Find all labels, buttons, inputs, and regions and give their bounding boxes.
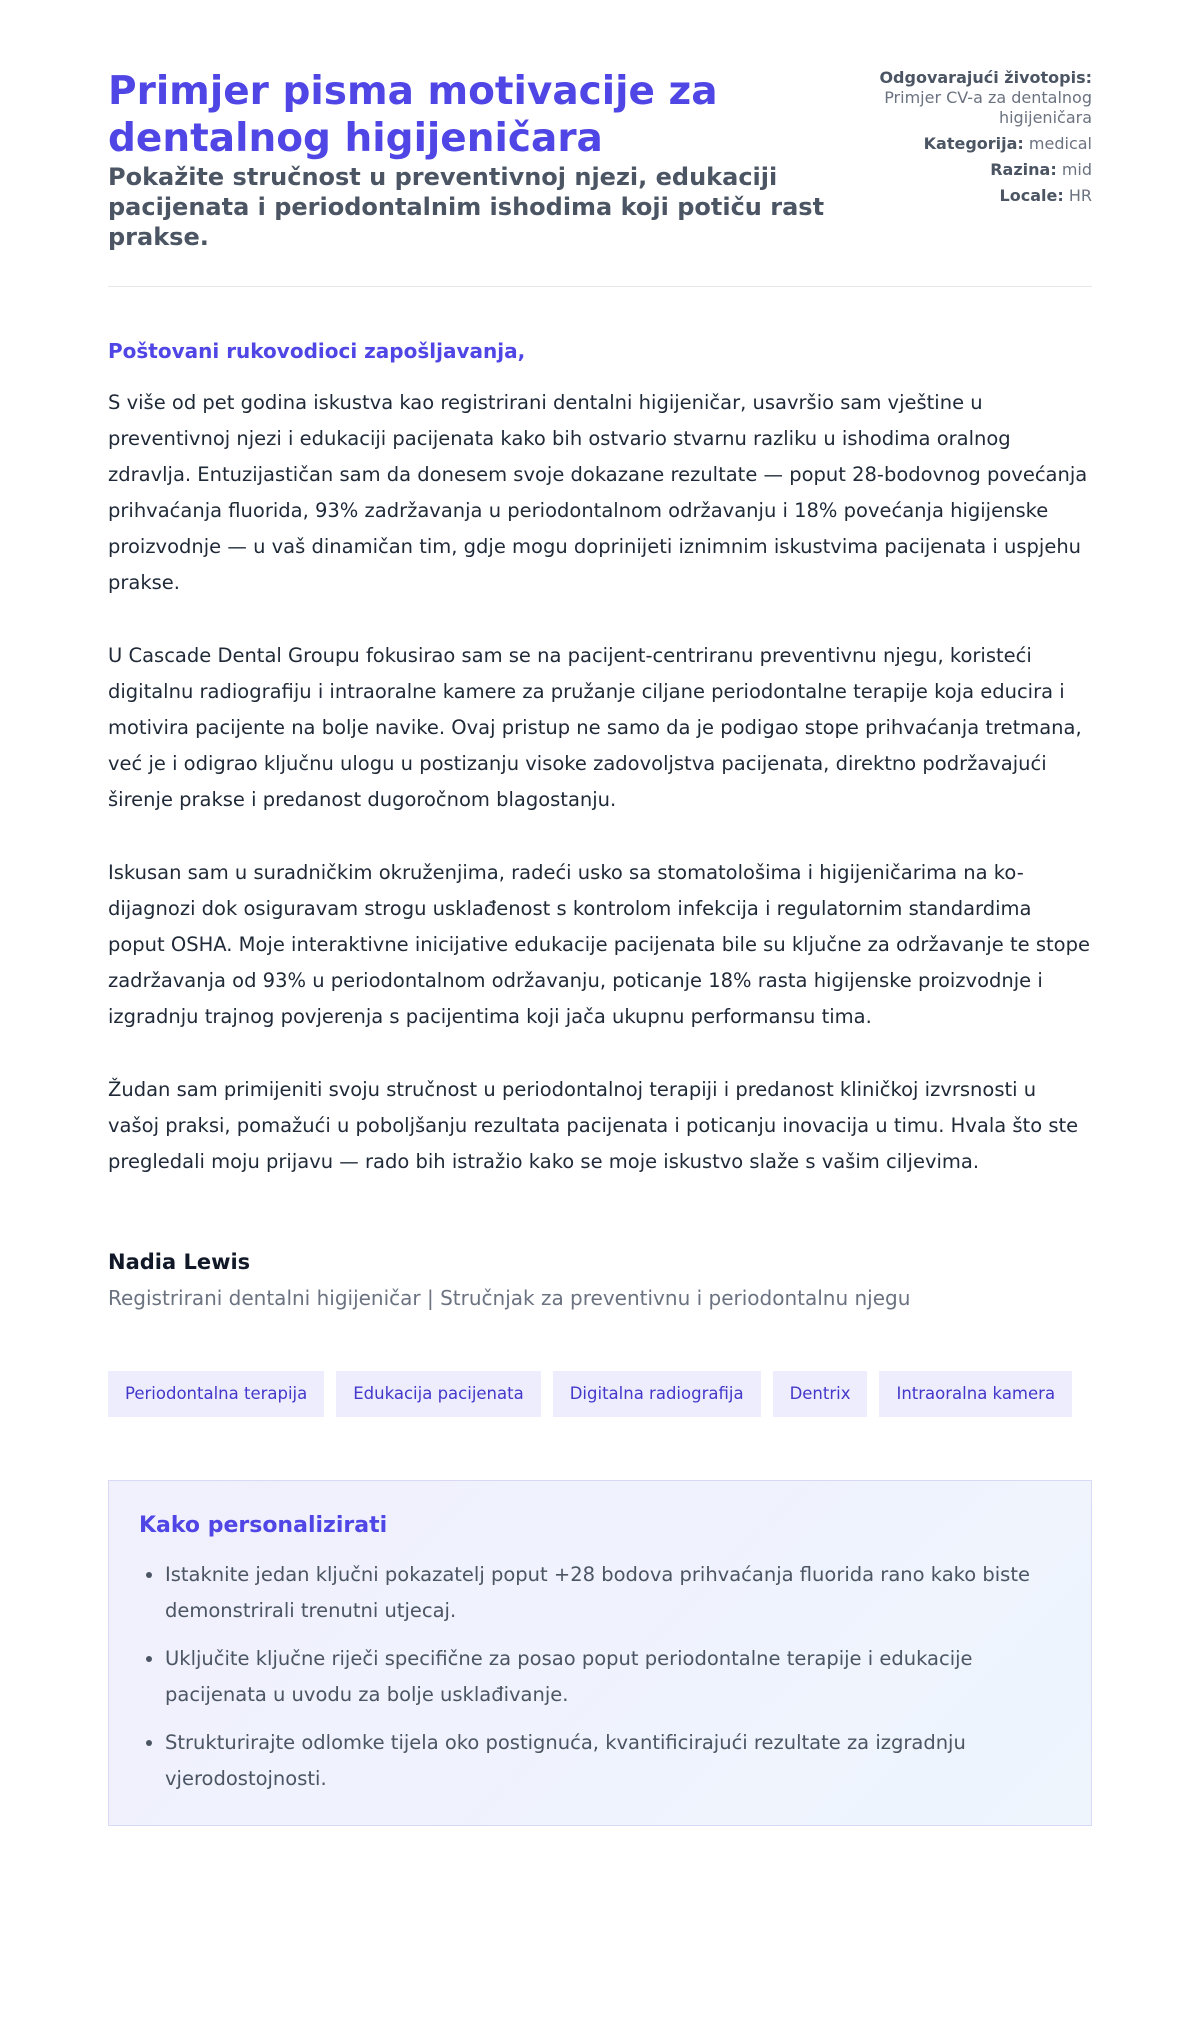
letter-paragraph: Žudan sam primijeniti svoju stručnost u periodontalnoj terapiji i predanost kliničkoj izvrsnosti u vašoj praksi, pomažući u poboljšanju rezultata pacijenata i poticanju inovacija u timu. Hvala što ste pregledali moju prijavu — rado bih istražio kako se moje iskustvo slaže s vašim ciljevima. [108,1078,1079,1173]
tips-title: Kako personalizirati [139,1513,388,1538]
skill-tag: Intraoralna kamera [879,1371,1072,1417]
page-title: Primjer pisma motivacije za dentalnog higijeničara [108,69,718,161]
letter-paragraph: U Cascade Dental Groupu fokusirao sam se na pacijent-centriranu preventivnu njegu, koristeći digitalnu radiografiju i intraoralne kamere za pružanje ciljane periodontalne terapije koja educira i motivira pacijente na bolje navike. Ovaj pristup ne samo da je podigao stope prihvaćanja tretmana, već je i odigrao ključnu ulogu u postizanju visoke zadovoljstva pacijenata, direktno podržavajući širenje prakse i predanost dugoročnom blagostanju. [108,644,1082,811]
skill-tag: Edukacija pacijenata [336,1371,540,1417]
letter-paragraph: Iskusan sam u suradničkim okruženjima, radeći usko sa stomatološima i higijeničarima na ko-dijagnozi dok osiguravam strogu usklađenost s kontrolom infekcija i regulatornim standardima poput OSHA. Moje interaktivne inicijative edukacije pacijenata bile su ključne za održavanje te stope zadržavanja od 93% u periodontalnom održavanju, poticanje 18% rasta higijenske proizvodnje i izgradnju trajnog povjerenja s pacijentima koji jača ukupnu performansu tima. [108,861,1090,1028]
meta-category [802,134,1092,154]
page-header [108,68,1092,287]
skill-tag: Periodontalna terapija [108,1371,324,1417]
skill-tags [108,1371,1092,1417]
meta-resume-link[interactable]: Primjer CV-a za dentalnog higijeničara [884,88,1092,127]
meta-category-value: medical [1028,134,1092,153]
meta-locale [802,186,1092,206]
tip-item: • Uključite ključne riječi specifične za posao poput periodontalne terapije i edukacije pacijenata u uvodu za bolje usklađivanje. [165,1641,1061,1713]
skill-tag: Dentrix [773,1371,868,1417]
personalization-tips [108,1480,1092,1826]
signature-name: Nadia Lewis [108,1250,251,1274]
skill-tag: Digitalna radiografija [553,1371,761,1417]
meta-locale-label: Locale: [999,186,1064,205]
meta-resume [802,68,1092,128]
meta-level-label: Razina: [990,160,1057,179]
meta-level-value: mid [1061,160,1092,179]
tip-item: • Istaknite jedan ključni pokazatelj poput +28 bodova prihvaćanja fluorida rano kako biste demonstrirali trenutni utjecaj. [165,1557,1061,1629]
page-subtitle: Pokažite stručnost u preventivnoj njezi, edukaciji pacijenata i periodontalnim ishodima koji potiču rast prakse. [108,163,825,251]
meta-resume-label: Odgovarajući životopis: [879,68,1092,87]
tips-list [139,1557,1061,1797]
signature-role: Registrirani dentalni higijeničar | Stručnjak za preventivnu i periodontalnu njegu [108,1286,911,1310]
meta-category-label: Kategorija: [923,134,1024,153]
letter-body [108,337,1092,1313]
tip-item: • Strukturirajte odlomke tijela oko postignuća, kvantificirajući rezultate za izgradnju vjerodostojnosti. [165,1725,1061,1797]
meta-locale-value: HR [1068,186,1092,205]
salutation: Poštovani rukovodioci zapošljavanja, [108,339,526,363]
letter-paragraph: S više od pet godina iskustva kao registrirani dentalni higijeničar, usavršio sam vještine u preventivnoj njezi i edukaciji pacijenata kako bih ostvario stvarnu razliku u ishodima oralnog zdravlja. Entuzijastičan sam da donesem svoje dokazane rezultate — poput 28-bodovnog povećanja prihvaćanja fluorida, 93% zadržavanja u periodontalnom održavanju i 18% povećanja higijenske proizvodnje — u vaš dinamičan tim, gdje mogu doprinijeti iznimnim iskustvima pacijenata i uspjehu prakse. [108,391,1088,594]
meta-panel [802,68,1092,212]
meta-level [802,160,1092,180]
